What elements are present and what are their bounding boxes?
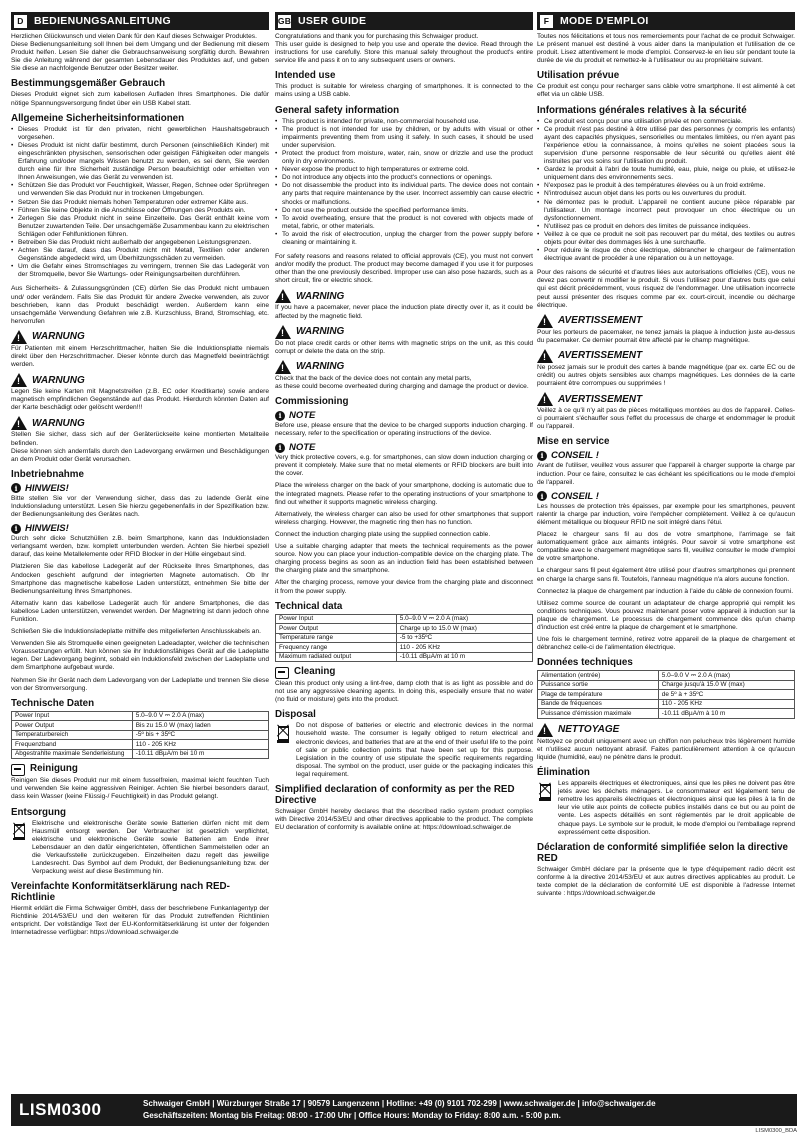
warning-icon xyxy=(537,723,553,737)
warning-title xyxy=(275,289,533,303)
safety-item: • Never expose the product to high temperatures or extreme cold. xyxy=(275,166,533,174)
body-text: Nehmen Sie ihr Gerät nach dem Ladevorgang von der Ladeplatte und trennen Sie diese von der Stromversorgung. xyxy=(11,676,269,692)
crossed-bin-icon xyxy=(537,781,553,801)
cleaning-cloth-icon xyxy=(11,764,25,776)
crossed-bin-icon xyxy=(11,821,27,841)
warning-title xyxy=(537,314,795,328)
info-icon: i xyxy=(275,411,285,421)
table-cell: -5º bis + 35ºC xyxy=(132,730,268,740)
warning-text: Veillez à ce qu'il n'y ait pas de pièces métalliques montées au dos de l'appareil. Celles-ci pourraient s'échauffer sous l'effet du processus de charge et endommager le produit ou l'appareil. xyxy=(537,407,795,431)
table-cell: Bande de fréquences xyxy=(538,699,659,709)
safety-heading: Allgemeine Sicherheitsinformationen xyxy=(11,112,185,124)
section-header-french xyxy=(537,12,795,30)
table-cell: Temperature range xyxy=(276,633,397,643)
table-row xyxy=(276,643,533,653)
table-row xyxy=(276,624,533,634)
ce-text: Pour des raisons de sécurité et d'autres liées aux autorisations officielles (CE), vous ne devez pas convertir ni modifier le produit. Si vous l'utilisez pour d'autres buts que celui qui est décrit précédemment, vous risquez de l'endommager. Une utilisation incorrecte peut aussi présenter des risques comme par ex. court-circuit, incendie ou décharge électrique. xyxy=(537,269,795,309)
warning-icon xyxy=(11,330,27,344)
intro-text: Congratulations and thank you for purchasing this Schwaiger product. This user guide is designed to help you use and operate the device. Read through the instructions for use carefully. Store this manual safely throughout the product's entire service life and pass it on to any subsequent users or owners. xyxy=(275,33,533,65)
note-text: Les housses de protection très épaisses, par exemple pour les smartphones, peuvent ralentir la charge par induction, voire l'empêcher complètement. Veillez à ce qu'aucun élément métallique ou bloqueur RFID ne soit intégré dans l'étui. xyxy=(537,502,795,526)
safety-item: • Achten Sie darauf, dass das Produkt nicht mit Metall, Textilien oder anderen Gegenstände abgedeckt wird, um Überhitzungsschäden zu vermeiden. xyxy=(11,247,269,263)
disposal-block xyxy=(11,820,269,877)
safety-item: • Schützen Sie das Produkt vor Feuchtigkeit, Wasser, Regen, Schnee oder Sprühregen und verwenden Sie das Produkt nur in trockenen Umgebungen. xyxy=(11,182,269,198)
table-cell: Bis zu 15.0 W (max) laden xyxy=(132,721,268,731)
warning-label: WARNING xyxy=(296,326,345,338)
safety-item: • Dieses Produkt ist nicht dafür bestimmt, durch Personen (einschließlich Kinder) mit eingeschränkten physischen, sensorischen oder geistigen Fähigkeiten oder mangels Erfahrung und/oder mangels Wissen benutzt zu werden, es sei denn, Sie werden durch eine für Ihre Sicherheit zuständige Person beaufsichtigt oder erhielten von Ihnen Anweisungen, wie das Gerät zu verwenden ist. xyxy=(11,142,269,182)
intended-use-text: Dieses Produkt eignet sich zum kabellosen Aufladen Ihres Smartphones. Die dafür nötige Spannungsversorgung findet über ein USB Kabel statt. xyxy=(11,91,269,107)
warning-title xyxy=(11,416,269,430)
section-title: MODE D'EMPLOI xyxy=(560,15,649,27)
safety-heading: Informations générales relatives à la sécurité xyxy=(537,104,747,116)
table-cell: 5.0–9.0 V ⎓ 2.0 A (max) xyxy=(658,671,794,681)
warning-text: Stellen Sie sicher, dass sich auf der Geräterückseite keine montierten Metallteile befinden. Diese können sich andernfalls durch den Ladevorgang erwärmen und Beschädigungen an dem Produkt oder Gerät verursachen. xyxy=(11,431,269,463)
note-title xyxy=(275,410,533,421)
warning-title xyxy=(537,349,795,363)
safety-item: • This product is intended for private, non-commercial household use. xyxy=(275,118,533,126)
safety-list xyxy=(275,118,533,248)
warning-text: Legen Sie keine Karten mit Magnetstreifen (z.B. EC oder Kreditkarte) sowie andere magnetisch empfindlichen Gegenstände auf das Produkt. Hierdurch könnten Daten auf der Karte beschädigt oder gelöscht werden!!! xyxy=(11,388,269,412)
table-row xyxy=(12,749,269,759)
body-text: Connectez la plaque de chargement par induction à l'aide du câble de connexion fourni. xyxy=(537,587,794,595)
body-text: Use a suitable charging adapter that meets the technical requirements as the power source. Now you can place your induction-compatible device on the charging plate. The charging process begins as soon as an induction field has been established between the charging plate and the smartphone. xyxy=(275,543,533,575)
table-row xyxy=(12,721,269,731)
note-title xyxy=(11,483,269,494)
table-cell: Puissance d'émission maximale xyxy=(538,709,659,719)
technical-data-table xyxy=(11,711,269,760)
commissioning-heading: Commissioning xyxy=(275,396,349,407)
column-french xyxy=(537,12,795,902)
ce-text: Aus Sicherheits- & Zulassungsgründen (CE) dürfen Sie das Produkt nicht umbauen und/ oder verändern. Falls Sie das Produkt für andere Zwecke verwenden, als zuvor beschrieben, kann das Produkt beschädigt werden. Außerdem kann eine unsachgemäße Verwendung Gefahren wie z.B. Kurzschluss, Brand, Stromschlag, etc. hervorrufen xyxy=(11,285,269,325)
intended-use-heading: Intended use xyxy=(275,70,336,82)
safety-item: • N'exposez pas le produit à des températures élevées ou à un froid extrême. xyxy=(537,182,795,190)
table-cell: -10.11 dBµA/m bei 10 m xyxy=(132,749,268,759)
disposal-text: Do not dispose of batteries or electric and electronic devices in the normal household waste. The consumer is legally obliged to return electrical and electronic devices, and batteries that are at the end of their useful life to the point of sale or public collection points that have been set up for this purpose. Legislation in the country of use stipulate the specific requirements regarding disposal. The symbol on the product, user guide or the packaging indicates this legal requirement. xyxy=(296,722,533,778)
commissioning-heading: Inbetriebnahme xyxy=(11,468,84,480)
table-cell: 110 - 205 KHz xyxy=(396,643,532,653)
conformity-heading: Déclaration de conformité simplifiée selon la directive RED xyxy=(537,841,788,864)
safety-item: • Ne démontez pas le produit. L'appareil ne contient aucune pièce réparable par l'utilisateur. Un montage incorrect peut provoquer un choc électrique ou un dysfonctionnement. xyxy=(537,199,795,223)
cleaning-block xyxy=(275,666,533,679)
body-text: Schließen Sie die Induktionsladeplatte mithilfe des mitgelieferten Anschlusskabels an. xyxy=(11,628,261,636)
safety-item: • Do not introduce any objects into the product's connections or openings. xyxy=(275,174,533,182)
note-title xyxy=(275,442,533,453)
table-cell: -10.11 dBµA/m at 10 m xyxy=(396,652,532,662)
intended-use-text: Ce produit est conçu pour recharger sans câble votre smartphone. Il est alimenté à cet effet via un câble USB. xyxy=(537,83,795,99)
safety-item: • Gardez le produit à l'abri de toute humidité, eau, pluie, neige ou pluie, et utilisez-le uniquement dans des environnements secs. xyxy=(537,166,795,182)
info-icon: i xyxy=(275,443,285,453)
table-cell: Power Input xyxy=(276,614,397,624)
body-text: Alternatively, the wireless charger can also be used for other smartphones that support wireless charging. However, the magnetic ring then has no function. xyxy=(275,510,533,526)
info-icon: i xyxy=(537,451,547,461)
safety-item: • To avoid overheating, ensure that the product is not covered with objects made of metal, fabric, or other materials. xyxy=(275,215,533,231)
office-hours-line: Geschäftszeiten: Montag bis Freitag: 08:00 - 17:00 Uhr | Office Hours: Monday to Friday: 8:00 a.m. - 5:00 p.m. xyxy=(143,1111,561,1120)
warning-text: Ne posez jamais sur le produit des cartes à bande magnétique (par ex. carte EC ou de crédit) ou autres objets sensibles aux champs magnétiques. Les données de la carte pourraient être corrompues ou supprimées ! xyxy=(537,363,795,388)
ce-text: For safety reasons and reasons related to official approvals (CE), you must not convert and/or modify the product. The product may become damaged if you use it for purposes other than the one previously described. Improper use can also pose hazards, such as a short circuit, fire or electric shock. xyxy=(275,253,533,285)
body-text: Place the wireless charger on the back of your smartphone, docking is automatic due to the integrated magnets. Please refer to the operating instructions of your smartphone to find out whether it supports magnetic wireless charging. xyxy=(275,482,533,506)
disposal-text: Les appareils électriques et électroniques, ainsi que les piles ne doivent pas être jetés avec les déchets ménagers. Le consommateur est légalement tenu de remettre les appareils électriques et électroniques ainsi que les piles à la fin de leur vie utile aux points de collecte publics installés dans ce but ou au point de vente. Les aspects détaillés en sont réglementés par le droit applicable de chaque pays. Le symbole sur le produit, le mode d'emploi ou l'emballage reprend expressément cette disposition. xyxy=(558,780,795,836)
safety-item: • Pour réduire le risque de choc électrique, débrancher le chargeur de l'alimentation électrique avant de procéder à une réparation ou à un nettoyage. xyxy=(537,247,795,263)
table-row xyxy=(276,633,533,643)
note-text: Bitte stellen Sie vor der Verwendung sicher, dass das zu ladende Gerät eine Induktionsladung unterstützt. Lesen Sie hierzu gegebenenfalls in der Spezifikation bzw. der Bedienungsanleitung des Gerätes nach. xyxy=(11,494,269,519)
note-title xyxy=(537,491,795,502)
body-text: Platzieren Sie das kabellose Ladegerät auf der Rückseite Ihres Smartphones, das Andocken geschieht aufgrund der integrierten Magnete automatisch. Ob Ihr Smartphone das magnetische kabellose Laden unterstützt, entnehmen Sie bitte der Bedienungsanleitung Ihres Smartphones. xyxy=(11,563,269,595)
warning-text: If you have a pacemaker, never place the induction plate directly over it, as it could be affected by the magnetic field. xyxy=(275,304,533,320)
table-cell: 110 - 205 KHz xyxy=(658,699,794,709)
language-code: GB xyxy=(277,16,292,26)
conformity-heading: Simplified declaration of conformity as per the RED Directive xyxy=(275,784,515,807)
technical-data-table xyxy=(275,614,533,663)
table-cell: Power Output xyxy=(12,721,133,731)
warning-icon xyxy=(537,392,553,406)
warning-title xyxy=(11,330,269,344)
section-header-german xyxy=(11,12,269,30)
table-cell: Frequenzband xyxy=(12,740,133,750)
info-icon: i xyxy=(537,491,547,501)
safety-item: • N'introduisez aucun objet dans les ports ou les ouvertures du produit. xyxy=(537,190,795,198)
safety-heading: General safety information xyxy=(275,104,400,116)
disposal-block xyxy=(537,780,795,837)
table-row xyxy=(12,740,269,750)
body-text: Alternativ kann das kabellose Ladegerät auch für andere Smartphones, die das kabellose Laden unterstützen, verwendet werden. Der Magnetring ist dann jedoch ohne Funktion. xyxy=(11,599,269,623)
warning-title xyxy=(537,392,795,406)
safety-item: • Veillez à ce que ce produit ne soit pas recouvert par du métal, des textiles ou autres objets pour éviter des dommages liés à une surchauffe. xyxy=(537,231,795,247)
safety-item: • Do not disassemble the product into its individual parts. The device does not contain any parts that require maintenance by the user. Incorrect assembly can cause electric shocks or malfunctions. xyxy=(275,182,533,206)
cleaning-text: Nettoyez ce produit uniquement avec un chiffon non pelucheux très légèrement humide et n'utilisez aucun nettoyant abrasif. Faites particulièrement attention à ce qu'aucun liquide (humidité, eau) ne pénètre dans le produit. xyxy=(537,737,795,761)
language-code: D xyxy=(14,15,27,28)
safety-item: • Zerlegen Sie das Produkt nicht in seine Einzelteile. Das Gerät enthält keine vom Benutzer zuwartenden Teile. Der unsachgemäße Zusammenbau kann zu elektrischen Schlägen oder Fehlfunktionen führen. xyxy=(11,215,269,239)
table-cell: Frequency range xyxy=(276,643,397,653)
table-row xyxy=(276,652,533,662)
warning-text: Do not place credit cards or other items with magnetic strips on the unit, as this could corrupt or delete the data on the strip. xyxy=(275,339,533,355)
intended-use-heading: Bestimmungsgemäßer Gebrauch xyxy=(11,78,166,90)
table-cell: Maximum radiated output xyxy=(276,652,397,662)
conformity-heading: Vereinfachte Konformitätserklärung nach RED-Richtlinie xyxy=(11,881,230,904)
table-row xyxy=(12,711,269,721)
table-row xyxy=(538,699,795,709)
section-header-english xyxy=(275,12,533,30)
warning-title xyxy=(275,360,533,374)
safety-item: • Dieses Produkt ist für den privaten, nicht gewerblichen Haushaltsgebrauch vorgesehen. xyxy=(11,126,269,142)
table-cell: Abgestrahlte maximale Senderleistung xyxy=(12,749,133,759)
note-title xyxy=(11,523,269,534)
commissioning-heading: Mise en service xyxy=(537,436,610,448)
cleaning-cloth-icon xyxy=(275,667,289,679)
safety-item: • Ce produit n'est pas destiné à être utilisé par des personnes (y compris les enfants) ayant des capacités physiques, sensorielles ou mentales limitées, ou n'en ayant pas l'expérience et/ou la connaissance, à moins qu'elles ne soient placées sous la supervision d'une personne responsable de leur sécurité ou qu'elles aient été instruites par vos soins sur l'utilisation du produit. xyxy=(537,126,795,166)
table-cell: Temperaturbereich xyxy=(12,730,133,740)
table-cell: 5.0–9.0 V ⎓ 2.0 A (max) xyxy=(396,614,532,624)
cleaning-heading: Reinigung xyxy=(30,763,78,775)
note-label: NOTE xyxy=(289,410,316,421)
safety-list xyxy=(537,118,795,264)
safety-item: • The product is not intended for use by children, or by adults with visual or other impairments preventing them from using it safely. In such cases, it should be used under supervision. xyxy=(275,126,533,150)
warning-label: AVERTISSEMENT xyxy=(558,350,643,362)
body-text: Placez le chargeur sans fil au dos de votre smartphone, l'arrimage se fait automatiquement grâce aux aimants intégrés. Pour savoir si votre smartphone est compatible avec le chargement magnétique sans fil, veuillez consulter le mode d'emploi de votre smartphone. xyxy=(537,531,795,563)
technical-data-heading: Technische Daten xyxy=(11,697,95,709)
disposal-heading: Entsorgung xyxy=(11,806,66,818)
note-label: CONSEIL ! xyxy=(551,490,599,502)
body-text: After the charging process, remove your device from the charging plate and disconnect it from the power supply. xyxy=(275,579,533,595)
note-label: HINWEIS! xyxy=(25,482,69,494)
table-cell: Plage de température xyxy=(538,690,659,700)
warning-text: Pour les porteurs de pacemaker, ne tenez jamais la plaque à induction juste au-dessus du pacemaker. Ce dernier pourrait être affecté par le champ magnétique. xyxy=(537,328,795,344)
company-address-line: Schwaiger GmbH | Würzburger Straße 17 | 90579 Langenzenn | Hotline: +49 (0) 9101 702-299 | www.schwaiger.de | info@schwaiger.de xyxy=(143,1099,656,1108)
warning-icon xyxy=(11,416,27,430)
footer-bar xyxy=(11,1094,797,1126)
warning-icon xyxy=(537,349,553,363)
section-title: USER GUIDE xyxy=(298,15,367,27)
disposal-text: Elektrische und elektronische Geräte sowie Batterien dürfen nicht mit dem Hausmüll entsorgt werden. Der Verbraucher ist gesetzlich verpflichtet, elektrische und elektronische Geräte sowie Batterien am Ende ihrer Lebensdauer an den dafür eingerichteten, öffentlichen Sammelstellen oder an die Verkaufsstelle zurückzugeben. Einzelheiten dazu regelt das jeweilige Landesrecht. Das Symbol auf dem Produkt, der Bedienungsanleitung bzw. der Verpackung weist auf diese Bestimmung hin. xyxy=(32,819,269,876)
conformity-text: Schwaiger GmbH hereby declares that the described radio system product complies with Directive 2014/53/EU and other directives applicable to the product. The complete EU declaration of conformity is available online at: https://download.schwaiger.de xyxy=(275,808,533,832)
safety-item: • Setzen Sie das Produkt niemals hohen Temperaturen oder extremer Kälte aus. xyxy=(11,199,269,207)
cleaning-block xyxy=(11,763,269,776)
intended-use-heading: Utilisation prévue xyxy=(537,70,620,82)
table-row xyxy=(276,614,533,624)
table-cell: 5.0–9.0 V ⎓ 2.0 A (max) xyxy=(132,711,268,721)
warning-text: Für Patienten mit einem Herzschrittmacher, halten Sie die Induktionsplatte niemals direkt über den Herzschrittmacher. Dieser könnte durch das Magnetfeld beeinträchtigt werden. xyxy=(11,344,269,369)
warning-icon xyxy=(537,314,553,328)
note-label: HINWEIS! xyxy=(25,523,69,535)
table-row xyxy=(12,730,269,740)
safety-item: • Ce produit est conçu pour une utilisation privée et non commerciale. xyxy=(537,118,795,126)
conformity-text: Hiermit erklärt die Firma Schwaiger GmbH, dass der beschriebene Funkanlagentyp der Richtlinie 2014/53/EU und den weiteren für das Produkt zutreffenden Richtlinien entspricht. Der vollständige Text der EU-Konformitätserklärung ist unter der folgenden Internetadresse verfügbar: https://download.schwaiger.de xyxy=(11,905,269,937)
table-cell: Charge jusqu'à 15.0 W (max) xyxy=(658,680,794,690)
model-number: LISM0300 xyxy=(19,1100,102,1119)
safety-list xyxy=(11,126,269,280)
warning-icon xyxy=(275,360,291,374)
body-text: Connect the induction charging plate using the supplied connection cable. xyxy=(275,530,491,538)
note-text: Very thick protective covers, e.g. for smartphones, can slow down induction charging or prevent it completely. Make sure that no metal elements or RFID blockers are built into the cover. xyxy=(275,454,533,478)
note-text: Before use, please ensure that the device to be charged supports induction charging. If necessary, refer to the specification or operating instructions of the device. xyxy=(275,422,533,438)
warning-label: WARNUNG xyxy=(32,374,85,386)
technical-data-table xyxy=(537,670,795,719)
cleaning-heading: Cleaning xyxy=(294,666,336,678)
warning-text: Check that the back of the device does not contain any metal parts, as these could become overheated during charging and damage the product or device. xyxy=(275,374,529,390)
warning-label: WARNUNG xyxy=(32,331,85,343)
note-label: NOTE xyxy=(289,442,316,454)
document-code: LISM0300_BDA xyxy=(755,1128,797,1134)
warning-label: AVERTISSEMENT xyxy=(558,393,643,405)
section-title: BEDIENUNGSANLEITUNG xyxy=(34,15,171,27)
table-cell: Puissance sortie xyxy=(538,680,659,690)
info-icon: i xyxy=(11,524,21,534)
warning-icon xyxy=(275,325,291,339)
note-text: Avant de l'utiliser, veuillez vous assurer que l'appareil à charger supporte la charge par induction. Pour ce faire, consultez le cas échéant les spécifications ou le mode d'emploi de l'appareil. xyxy=(537,462,795,486)
table-cell: -5 to +35ºC xyxy=(396,633,532,643)
table-cell: Charge up to 15.0 W (max) xyxy=(396,624,532,634)
safety-item: • To avoid the risk of electrocution, unplug the charger from the power supply before cleaning or maintaining it. xyxy=(275,231,533,247)
crossed-bin-icon xyxy=(275,723,291,743)
technical-data-heading: Technical data xyxy=(275,600,343,612)
note-title xyxy=(537,450,795,461)
column-english xyxy=(275,12,533,836)
intro-text: Herzlichen Glückwunsch und vielen Dank für den Kauf dieses Schwaiger Produktes. Diese Bedienungsanleitung soll Ihnen bei dem Umgang und der Bedienung mit diesem Produkt helfen. Lesen Sie daher die Gebrauchsanweisung sorgfältig durch. Bewahren Sie die Anleitung während der gesamten Lebensdauer des Produktes auf, und geben Sie diese an nachfolgende Benutzer oder Besitzer weiter. xyxy=(11,33,269,73)
language-code: F xyxy=(540,15,553,28)
disposal-heading: Disposal xyxy=(275,709,316,721)
warning-icon xyxy=(275,289,291,303)
safety-item: • Do not use the product outside the specified performance limits. xyxy=(275,207,533,215)
info-icon: i xyxy=(11,483,21,493)
body-text: Le chargeur sans fil peut également être utilisé pour d'autres smartphones qui prennent en charge la charge sans fil. Toutefois, l'anneau magnétique n'a alors aucune fonction. xyxy=(537,567,795,583)
warning-label: AVERTISSEMENT xyxy=(558,315,643,327)
safety-item: • Betreiben Sie das Produkt nicht außerhalb der angegebenen Leistungsgrenzen. xyxy=(11,239,269,247)
cleaning-heading: NETTOYAGE xyxy=(558,724,620,736)
disposal-block xyxy=(275,722,533,779)
safety-item: • N'utilisez pas ce produit en dehors des limites de puissance indiquées. xyxy=(537,223,795,231)
warning-label: WARNING xyxy=(296,290,345,302)
note-text: Durch sehr dicke Schutzhüllen z.B. beim Smartphone, kann das Induktionsladen verlangsamt werden, bzw. komplett unterbunden werden. Achten Sie hierbei speziell darauf, das keine Metallelemente oder RFID Blocker in der Hülle eingebaut sind. xyxy=(11,535,269,559)
intended-use-text: This product is suitable for wireless charging of smartphones. It is connected to the mains using a USB cable. xyxy=(275,83,533,99)
table-cell: Power Input xyxy=(12,711,133,721)
cleaning-text: Clean this product only using a lint-free, damp cloth that is as light as possible and do not use any aggressive cleaning agents. In doing this, especially ensure that no water (no fluid or moisture) gets into the product. xyxy=(275,680,533,704)
table-cell: -10.11 dBµA/m à 10 m xyxy=(658,709,794,719)
disposal-heading: Élimination xyxy=(537,767,590,779)
table-cell: Alimentation (entrée) xyxy=(538,671,659,681)
safety-item: • Protect the product from moisture, water, rain, snow or drizzle and use the product only in dry environments. xyxy=(275,150,533,166)
table-cell: de 5º à + 35ºC xyxy=(658,690,794,700)
body-text: Une fois le chargement terminé, retirez votre appareil de la plaque de chargement et débranchez celle-ci de l'alimentation électrique. xyxy=(537,636,795,652)
technical-data-heading: Données techniques xyxy=(537,657,633,669)
intro-text: Toutes nos félicitations et tous nos remerciements pour l'achat de ce produit Schwaiger. Le présent manuel est destiné à vous aider dans la manipulation et l'utilisation de ce produit. Lisez attentivement le mode d'emploi. Conservez-le en lieu sûr pendant toute la durée de vie du produit et remettez-le à l'utilisateur ou au propriétaire suivant. xyxy=(537,33,795,65)
body-text: Verwenden Sie als Stromquelle einen geeigneten Ladeadapter, welcher die technischen Voraussetzungen erfüllt. Nun können sie ihr Induktionsfähiges Gerät auf die Ladeplatte legen. Der Ladevorgang beginnt, sobald ein Induktionsfeld zwischen der Ladeplatte und dem Smartphone aufgebaut wurde. xyxy=(11,640,269,672)
warning-title xyxy=(275,325,533,339)
table-row xyxy=(538,709,795,719)
conformity-text: Schwaiger GmbH déclare par la présente que le type d'équipement radio décrit est conforme à la directive 2014/53/EU et aux autres directives applicables au produit. Le texte complet de la déclaration de conformité UE est disponible à l'adresse Internet suivante : https://download.schwaiger.de xyxy=(537,865,795,897)
table-cell: Power Output xyxy=(276,624,397,634)
body-text: Utilisez comme source de courant un adaptateur de charge approprié qui remplit les conditions techniques. Vous pouvez maintenant poser votre appareil à induction sur la plaque de chargement. Le processus de chargement commence dès qu'un champ d'induction est créé entre la plaque de chargement et le smartphone. xyxy=(537,599,795,631)
cleaning-text: Reinigen Sie dieses Produkt nur mit einem fusselfreien, maximal leicht feuchten Tuch und verwenden Sie keine aggressiven Reiniger. Achten Sie hierbei besonders darauf, dass kein Wasser (keine Flüssig-/ Feuchtigkeit) in das Produkt gelangt. xyxy=(11,777,269,801)
safety-item: • Um die Gefahr eines Stromschlages zu verringern, trennen Sie das Ladegerät von der Stromquelle, bevor Sie Wartungs- oder Reinigungsarbeiten durchführen. xyxy=(11,263,269,279)
table-row xyxy=(538,690,795,700)
warning-label: WARNING xyxy=(296,361,345,373)
warning-icon xyxy=(11,373,27,387)
cleaning-title xyxy=(537,723,795,737)
warning-title xyxy=(11,373,269,387)
table-row xyxy=(538,680,795,690)
table-row xyxy=(538,671,795,681)
company-contact xyxy=(143,1098,656,1122)
note-label: CONSEIL ! xyxy=(551,450,599,462)
table-cell: 110 - 205 KHz xyxy=(132,740,268,750)
safety-item: • Führen Sie keine Objekte in die Anschlüsse oder Öffnungen des Produkts ein. xyxy=(11,207,269,215)
column-german xyxy=(11,12,269,942)
warning-label: WARNUNG xyxy=(32,417,85,429)
